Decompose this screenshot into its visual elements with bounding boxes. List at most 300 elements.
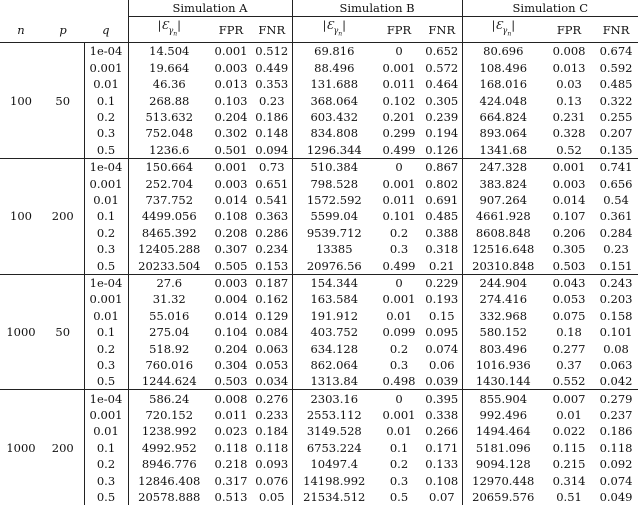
table-row — [0, 390, 638, 407]
cell-fnr-c: 0.092 — [599, 457, 633, 472]
cell-q: 0.5 — [84, 489, 128, 505]
cell-fpr-a: 0.513 — [214, 490, 248, 505]
cell-metric-b: 634.128 — [292, 340, 376, 356]
cell-fpr-b: 0.3 — [389, 357, 409, 372]
cell-fpr-b: 0.1 — [389, 440, 409, 455]
cell-q: 0.01 — [84, 308, 128, 324]
cell-metric-b: 510.384 — [292, 159, 376, 176]
cell-fpr-b: 0.001 — [382, 408, 416, 423]
cell-metric-a: 4499.056 — [128, 208, 210, 224]
cell-fnr-a: 0.05 — [258, 490, 285, 505]
cell-metric-a: 518.92 — [128, 340, 210, 356]
cell-metric-b: 2553.112 — [292, 407, 376, 423]
cell-fnr-b: 0.388 — [425, 225, 459, 240]
cell-fpr-c: 0.552 — [544, 373, 594, 390]
cell-fpr-b: 0.001 — [382, 292, 416, 307]
cell-metric-c: 12970.448 — [462, 472, 544, 488]
cell-fnr-c: 0.592 — [599, 60, 633, 75]
cell-fpr-b: 0.001 — [382, 176, 416, 191]
cell-fpr-c: 0.013 — [552, 60, 586, 75]
cell-metric-b: 5599.04 — [292, 208, 376, 224]
table-row — [0, 340, 638, 356]
cell-metric-b: 3149.528 — [292, 423, 376, 439]
cell-fnr-c: 0.118 — [599, 440, 633, 455]
cell-metric-a: 8465.392 — [128, 225, 210, 241]
cell-metric-b: 191.912 — [292, 308, 376, 324]
cell-metric-a: 586.24 — [128, 390, 210, 407]
cell-fnr-b: 0.07 — [428, 490, 455, 505]
cell-fnr-c: 0.042 — [594, 373, 638, 390]
table-row — [0, 456, 638, 472]
cell-metric-c: 80.696 — [462, 43, 544, 60]
cell-fpr-a: 0.302 — [214, 126, 248, 141]
cell-fpr-a: 0.218 — [214, 457, 248, 472]
cell-metric-a: 14.504 — [128, 43, 210, 60]
cell-fnr-c: 0.255 — [599, 110, 633, 125]
cell-fpr-b: 0.299 — [382, 126, 416, 141]
cell-metric-c: 274.416 — [462, 291, 544, 307]
cell-fpr-a: 0.004 — [214, 292, 248, 307]
cell-metric-a: 268.88 — [128, 92, 210, 108]
header-fpr-b: FPR — [376, 17, 422, 43]
cell-fnr-c: 0.158 — [599, 308, 633, 323]
cell-fpr-c: 0.13 — [556, 93, 582, 108]
cell-q: 0.3 — [84, 241, 128, 257]
table-row — [0, 175, 638, 191]
cell-fnr-b: 0.318 — [425, 242, 459, 257]
cell-metric-a: 737.752 — [128, 192, 210, 208]
table-row — [0, 324, 638, 340]
cell-metric-a: 55.016 — [128, 308, 210, 324]
cell-fnr-c: 0.284 — [599, 225, 633, 240]
cell-fpr-b: 0.001 — [382, 60, 416, 75]
cell-fpr-b: 0.01 — [386, 424, 412, 439]
cell-fnr-a: 0.187 — [255, 275, 289, 290]
cell-fnr-b: 0.395 — [425, 391, 459, 406]
header-q: q — [84, 17, 128, 43]
cell-metric-b: 131.688 — [292, 76, 376, 92]
cell-fnr-a: 0.512 — [255, 44, 289, 59]
cell-metric-c: 992.496 — [462, 407, 544, 423]
table-row — [0, 423, 638, 439]
cell-q: 0.001 — [84, 175, 128, 191]
cell-metric-c: 108.496 — [462, 60, 544, 76]
cell-fpr-a: 0.103 — [214, 93, 248, 108]
cell-metric-c: 4661.928 — [462, 208, 544, 224]
cell-metric-b: 6753.224 — [292, 440, 376, 456]
cell-fpr-c: 0.215 — [552, 457, 586, 472]
cell-q: 0.2 — [84, 340, 128, 356]
cell-q: 0.1 — [84, 92, 128, 108]
table-row — [0, 60, 638, 76]
cell-q: 0.1 — [84, 440, 128, 456]
metric-symbol: |Ɛ — [157, 18, 169, 33]
cell-q: 0.5 — [84, 373, 128, 390]
cell-fnr-a: 0.286 — [255, 225, 289, 240]
cell-metric-a: 752.048 — [128, 125, 210, 141]
cell-fnr-a: 0.093 — [255, 457, 289, 472]
cell-fnr-a: 0.186 — [255, 110, 289, 125]
cell-fnr-a: 0.118 — [255, 440, 289, 455]
cell-fpr-b: 0.011 — [382, 77, 416, 92]
cell-fnr-b: 0.126 — [422, 142, 462, 159]
table-row — [0, 109, 638, 125]
cell-fnr-a: 0.233 — [255, 408, 289, 423]
cell-fpr-a: 0.001 — [214, 44, 248, 59]
cell-metric-c: 332.968 — [462, 308, 544, 324]
cell-metric-c: 1016.936 — [462, 357, 544, 373]
cell-metric-b: 603.432 — [292, 109, 376, 125]
cell-metric-b: 834.808 — [292, 125, 376, 141]
cell-fpr-c: 0.206 — [552, 225, 586, 240]
cell-fnr-c: 0.203 — [599, 292, 633, 307]
table-row — [0, 142, 638, 159]
cell-fnr-b: 0.074 — [425, 341, 459, 356]
cell-q: 1e-04 — [84, 274, 128, 291]
cell-metric-c: 5181.096 — [462, 440, 544, 456]
cell-fnr-c: 0.151 — [594, 257, 638, 274]
table-row — [0, 192, 638, 208]
cell-fnr-b: 0.15 — [428, 308, 455, 323]
cell-fpr-a: 0.317 — [214, 473, 248, 488]
header-simulation-a: Simulation A — [128, 0, 292, 17]
cell-metric-c: 247.328 — [462, 159, 544, 176]
cell-metric-b: 88.496 — [292, 60, 376, 76]
cell-q: 1e-04 — [84, 159, 128, 176]
cell-fpr-c: 0.007 — [552, 391, 586, 406]
cell-fnr-b: 0.108 — [425, 473, 459, 488]
cell-fpr-c: 0.03 — [556, 77, 582, 92]
cell-metric-a: 31.32 — [128, 291, 210, 307]
cell-fpr-c: 0.51 — [556, 490, 582, 505]
cell-fnr-b: 0.229 — [425, 275, 459, 290]
cell-fnr-b: 0.338 — [425, 408, 459, 423]
cell-q: 0.1 — [84, 324, 128, 340]
cell-metric-b: 1572.592 — [292, 192, 376, 208]
cell-fnr-c: 0.23 — [603, 242, 629, 257]
cell-q: 0.2 — [84, 456, 128, 472]
table-row — [0, 291, 638, 307]
cell-metric-c: 893.064 — [462, 125, 544, 141]
cell-fpr-c: 0.37 — [556, 357, 582, 372]
cell-metric-a: 20233.504 — [128, 257, 210, 274]
cell-fnr-a: 0.651 — [255, 176, 289, 191]
cell-fpr-c: 0.231 — [552, 110, 586, 125]
cell-fnr-a: 0.148 — [255, 126, 289, 141]
cell-q: 0.001 — [84, 291, 128, 307]
cell-fnr-c: 0.08 — [603, 341, 629, 356]
cell-q: 0.01 — [84, 423, 128, 439]
cell-metric-c: 1430.144 — [462, 373, 544, 390]
cell-fpr-c: 0.18 — [556, 325, 582, 340]
cell-fpr-c: 0.043 — [552, 275, 586, 290]
cell-fpr-a: 0.013 — [214, 77, 248, 92]
cell-q: 0.3 — [84, 357, 128, 373]
cell-fpr-b: 0.102 — [382, 93, 416, 108]
cell-fpr-c: 0.115 — [552, 440, 586, 455]
cell-metric-b: 10497.4 — [292, 456, 376, 472]
cell-metric-a: 150.664 — [128, 159, 210, 176]
cell-n: 1000 — [6, 440, 36, 455]
cell-metric-c: 424.048 — [462, 92, 544, 108]
cell-metric-c: 20659.576 — [462, 489, 544, 505]
cell-fpr-b: 0 — [395, 275, 403, 290]
metric-symbol: |Ɛ — [491, 18, 503, 33]
cell-metric-a: 27.6 — [128, 274, 210, 291]
cell-fnr-a: 0.153 — [252, 257, 292, 274]
cell-fnr-b: 0.266 — [425, 424, 459, 439]
table-row — [0, 407, 638, 423]
cell-metric-a: 8946.776 — [128, 456, 210, 472]
table-row — [0, 159, 638, 176]
table-row — [0, 373, 638, 390]
cell-metric-a: 12846.408 — [128, 472, 210, 488]
cell-fnr-c: 0.279 — [599, 391, 633, 406]
table-row — [0, 440, 638, 456]
cell-fpr-c: 0.107 — [552, 209, 586, 224]
cell-q: 0.001 — [84, 407, 128, 423]
cell-metric-c: 20310.848 — [462, 257, 544, 274]
table-row — [0, 308, 638, 324]
table-row — [0, 125, 638, 141]
cell-fnr-b: 0.193 — [425, 292, 459, 307]
cell-fnr-b: 0.305 — [425, 93, 459, 108]
cell-metric-b: 403.752 — [292, 324, 376, 340]
cell-fpr-b: 0 — [395, 160, 403, 175]
cell-fpr-b: 0.5 — [389, 490, 409, 505]
cell-fnr-b: 0.06 — [428, 357, 455, 372]
cell-n: 1000 — [0, 274, 42, 390]
cell-fnr-c: 0.074 — [599, 473, 633, 488]
header-fnr-b: FNR — [422, 17, 462, 43]
cell-fpr-b: 0.101 — [382, 209, 416, 224]
cell-fpr-a: 0.505 — [210, 257, 252, 274]
table-row — [0, 357, 638, 373]
cell-fpr-b: 0.2 — [389, 225, 409, 240]
cell-metric-c: 580.152 — [462, 324, 544, 340]
cell-fpr-b: 0.01 — [386, 308, 412, 323]
cell-metric-b: 1313.84 — [292, 373, 376, 390]
cell-metric-b: 20976.56 — [292, 257, 376, 274]
cell-metric-a: 12405.288 — [128, 241, 210, 257]
cell-metric-b: 798.528 — [292, 175, 376, 191]
cell-q: 1e-04 — [84, 43, 128, 60]
table-row — [0, 257, 638, 274]
cell-fnr-c: 0.207 — [599, 126, 633, 141]
cell-metric-b: 368.064 — [292, 92, 376, 108]
cell-metric-a: 275.04 — [128, 324, 210, 340]
cell-fnr-b: 0.239 — [425, 110, 459, 125]
cell-metric-c: 168.016 — [462, 76, 544, 92]
cell-fnr-c: 0.135 — [594, 142, 638, 159]
cell-fpr-a: 0.104 — [214, 325, 248, 340]
cell-fnr-a: 0.076 — [255, 473, 289, 488]
cell-fnr-c: 0.741 — [599, 160, 633, 175]
cell-fnr-b: 0.485 — [425, 209, 459, 224]
header-simulation-b: Simulation B — [292, 0, 462, 17]
cell-fnr-b: 0.652 — [425, 44, 459, 59]
cell-metric-a: 252.704 — [128, 175, 210, 191]
cell-fpr-a: 0.008 — [214, 391, 248, 406]
cell-fnr-c: 0.063 — [599, 357, 633, 372]
cell-metric-b: 21534.512 — [292, 489, 376, 505]
cell-q: 0.3 — [84, 125, 128, 141]
cell-metric-b: 13385 — [292, 241, 376, 257]
cell-fnr-a: 0.034 — [252, 373, 292, 390]
cell-metric-b: 154.344 — [292, 274, 376, 291]
cell-q: 0.01 — [84, 76, 128, 92]
table-row — [0, 208, 638, 224]
table-row — [0, 472, 638, 488]
cell-metric-b: 862.064 — [292, 357, 376, 373]
cell-fnr-b: 0.802 — [425, 176, 459, 191]
cell-fpr-b: 0.499 — [376, 142, 422, 159]
cell-fpr-b: 0.499 — [376, 257, 422, 274]
table-row — [0, 92, 638, 108]
cell-fpr-c: 0.503 — [544, 257, 594, 274]
cell-fpr-a: 0.011 — [214, 408, 248, 423]
cell-q: 0.2 — [84, 225, 128, 241]
cell-p: 50 — [42, 43, 84, 159]
header-simulation-c: Simulation C — [462, 0, 638, 17]
cell-fpr-c: 0.022 — [552, 424, 586, 439]
cell-fpr-a: 0.001 — [214, 160, 248, 175]
cell-n: 100 — [0, 43, 42, 159]
cell-metric-a: 720.152 — [128, 407, 210, 423]
header-row-simulations — [0, 0, 638, 17]
header-fnr-a: FNR — [252, 17, 292, 43]
cell-metric-c: 1341.68 — [462, 142, 544, 159]
cell-fnr-a: 0.276 — [255, 391, 289, 406]
cell-fnr-b: 0.572 — [425, 60, 459, 75]
cell-fpr-c: 0.001 — [552, 160, 586, 175]
cell-fpr-b: 0.2 — [389, 341, 409, 356]
cell-fnr-a: 0.353 — [255, 77, 289, 92]
header-row-columns — [0, 17, 638, 43]
cell-metric-a: 4992.952 — [128, 440, 210, 456]
cell-fnr-b: 0.21 — [422, 257, 462, 274]
header-n: n — [0, 17, 42, 43]
cell-fnr-c: 0.656 — [599, 176, 633, 191]
header-fnr-c: FNR — [594, 17, 638, 43]
cell-metric-c: 664.824 — [462, 109, 544, 125]
cell-metric-b: 1296.344 — [292, 142, 376, 159]
cell-p: 200 — [51, 440, 74, 455]
cell-metric-b: 163.584 — [292, 291, 376, 307]
cell-fpr-c: 0.52 — [544, 142, 594, 159]
cell-fpr-a: 0.014 — [214, 308, 248, 323]
cell-q: 0.5 — [84, 142, 128, 159]
cell-fpr-a: 0.204 — [214, 110, 248, 125]
cell-q: 0.1 — [84, 208, 128, 224]
cell-fnr-b: 0.194 — [425, 126, 459, 141]
cell-fpr-a: 0.204 — [214, 341, 248, 356]
header-fpr-a: FPR — [210, 17, 252, 43]
cell-fpr-c: 0.008 — [552, 44, 586, 59]
cell-fpr-a: 0.023 — [214, 424, 248, 439]
cell-fnr-a: 0.234 — [255, 242, 289, 257]
cell-fnr-b: 0.691 — [425, 192, 459, 207]
cell-fpr-a: 0.003 — [214, 60, 248, 75]
cell-fpr-c: 0.328 — [552, 126, 586, 141]
cell-fpr-b: 0.011 — [382, 192, 416, 207]
cell-fpr-a: 0.003 — [214, 275, 248, 290]
cell-fpr-c: 0.075 — [552, 308, 586, 323]
cell-metric-a: 46.36 — [128, 76, 210, 92]
table-row — [0, 489, 638, 505]
cell-fnr-c: 0.101 — [599, 325, 633, 340]
cell-fpr-b: 0.3 — [389, 242, 409, 257]
cell-metric-a: 20578.888 — [128, 489, 210, 505]
cell-metric-a: 1244.624 — [128, 373, 210, 390]
cell-fpr-c: 0.003 — [552, 176, 586, 191]
cell-metric-c: 855.904 — [462, 390, 544, 407]
cell-fnr-a: 0.094 — [252, 142, 292, 159]
header-fpr-c: FPR — [544, 17, 594, 43]
cell-metric-c: 383.824 — [462, 175, 544, 191]
cell-fpr-a: 0.003 — [214, 176, 248, 191]
cell-fnr-c: 0.674 — [599, 44, 633, 59]
cell-fnr-a: 0.129 — [255, 308, 289, 323]
cell-fpr-c: 0.305 — [552, 242, 586, 257]
cell-fnr-a: 0.449 — [255, 60, 289, 75]
cell-metric-b: 14198.992 — [292, 472, 376, 488]
cell-fnr-a: 0.363 — [255, 209, 289, 224]
cell-fnr-a: 0.23 — [258, 93, 285, 108]
cell-fpr-b: 0.3 — [389, 473, 409, 488]
cell-fnr-a: 0.541 — [255, 192, 289, 207]
cell-fpr-a: 0.503 — [210, 373, 252, 390]
cell-fnr-a: 0.73 — [258, 160, 285, 175]
cell-fpr-a: 0.501 — [210, 142, 252, 159]
cell-q: 0.2 — [84, 109, 128, 125]
cell-fnr-c: 0.485 — [599, 77, 633, 92]
cell-fpr-b: 0 — [395, 44, 403, 59]
table-row — [0, 274, 638, 291]
cell-metric-a: 760.016 — [128, 357, 210, 373]
cell-metric-c: 907.264 — [462, 192, 544, 208]
cell-metric-c: 12516.648 — [462, 241, 544, 257]
cell-fpr-b: 0.498 — [376, 373, 422, 390]
cell-fnr-c: 0.186 — [599, 424, 633, 439]
cell-metric-b: 9539.712 — [292, 225, 376, 241]
cell-fpr-b: 0.201 — [382, 110, 416, 125]
cell-fpr-a: 0.014 — [214, 192, 248, 207]
cell-fpr-b: 0 — [395, 391, 403, 406]
header-metric-b: $|Ɛ_{\gamma_n}|$ — [292, 17, 376, 43]
table-row — [0, 225, 638, 241]
cell-fnr-c: 0.243 — [599, 275, 633, 290]
cell-fnr-a: 0.053 — [255, 357, 289, 372]
metric-symbol: |Ɛ — [322, 18, 334, 33]
cell-fnr-c: 0.049 — [599, 490, 633, 505]
cell-fnr-c: 0.361 — [599, 209, 633, 224]
cell-metric-c: 1494.464 — [462, 423, 544, 439]
header-metric-a: $|Ɛ_{\gamma_n}|$ — [128, 17, 210, 43]
cell-fnr-c: 0.237 — [599, 408, 633, 423]
cell-n: 100 — [0, 159, 42, 275]
cell-fpr-a: 0.118 — [214, 440, 248, 455]
cell-fpr-c: 0.314 — [552, 473, 586, 488]
cell-q: 0.001 — [84, 60, 128, 76]
cell-q: 0.5 — [84, 257, 128, 274]
cell-fpr-a: 0.208 — [214, 225, 248, 240]
cell-metric-a: 19.664 — [128, 60, 210, 76]
table-body — [0, 43, 638, 505]
cell-fnr-b: 0.039 — [422, 373, 462, 390]
cell-fpr-c: 0.277 — [552, 341, 586, 356]
cell-fpr-b: 0.099 — [382, 325, 416, 340]
